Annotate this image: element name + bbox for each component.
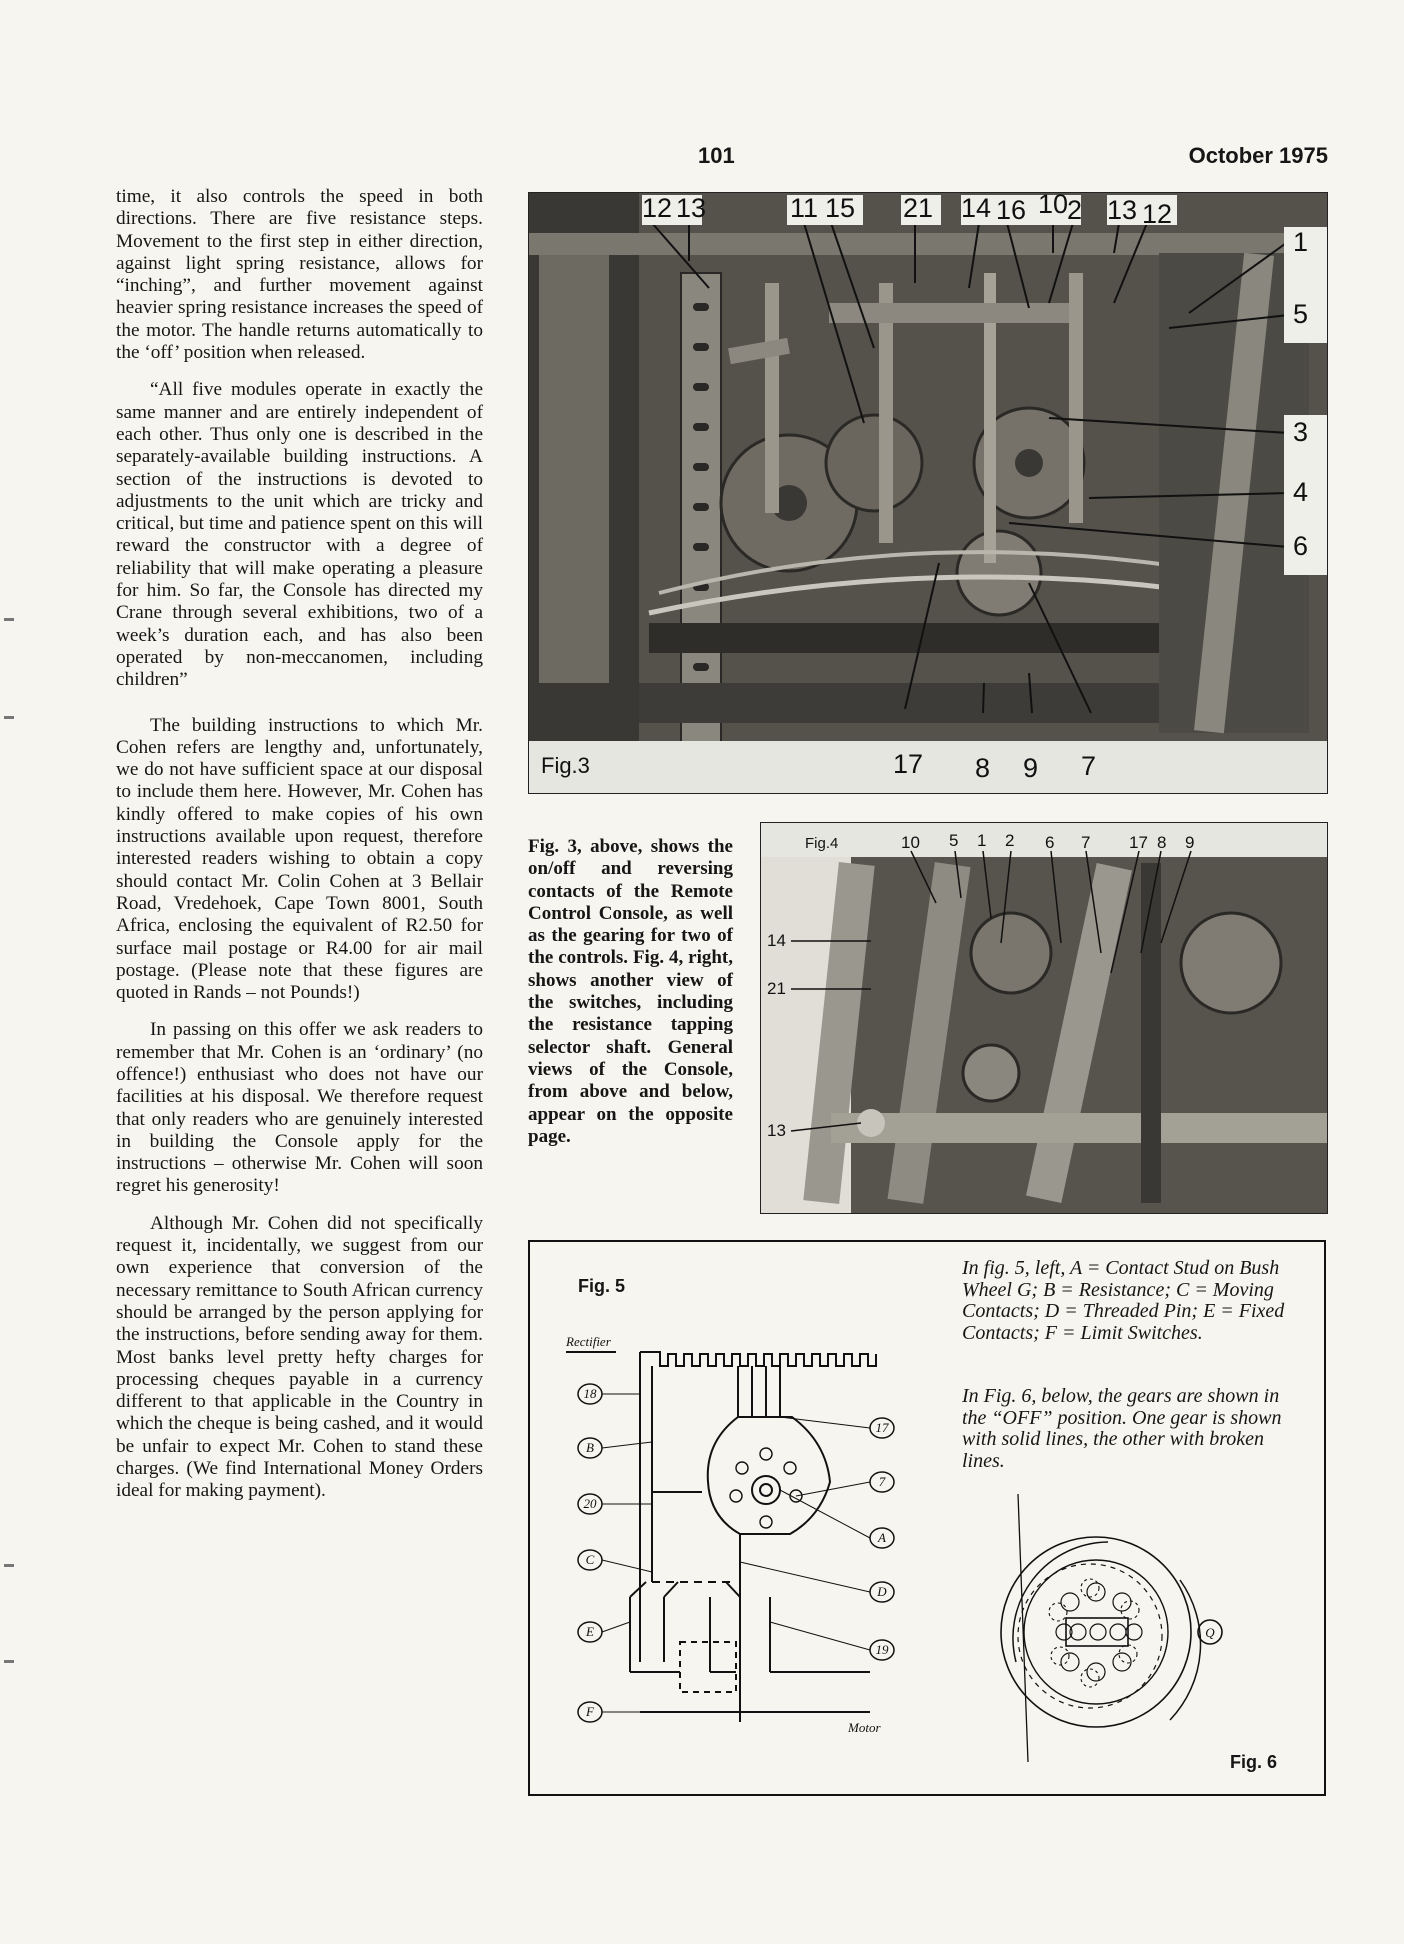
fig3-callout: 2 — [1067, 195, 1083, 225]
fig3-callout: 4 — [1293, 477, 1309, 507]
fig3-callout: 12 — [642, 193, 673, 223]
fig3-callout: 17 — [893, 749, 924, 779]
article-paragraph: In passing on this offer we ask readers to remember that Mr. Cohen is an ‘ordinary’ (no offence!) enthusiast who does not have our facilities at his disposal. We therefore request that only readers who are genuinely interested in building the Console apply for the instructions – otherwise Mr. Cohen will soon regret his generosity! — [116, 1019, 483, 1197]
fig5-callout-text: D — [877, 1584, 887, 1599]
page-number: 101 — [698, 143, 735, 168]
fig3-photo — [528, 192, 1328, 794]
fig4-photo — [760, 822, 1328, 1214]
article-paragraph: Although Mr. Cohen did not specifically request it, incidentally, we suggest from our own experience that conversion of the necessary remittance to South African currency should be arranged by the person applying for the instructions, before sending away for them. Most banks level pretty hefty charges for processing cheques payable in a currency different to that applicable in the Country in which the cheque is being cashed, and it would be unfair to expect Mr. Cohen to stand these charges. (We find International Money Orders ideal for making payment). — [116, 1212, 483, 1502]
fig5-callout-text: E — [586, 1624, 594, 1639]
fig6-note: In Fig. 6, below, the gears are shown in the “OFF” position. One gear is shown with solid lines, the other with broken lines. — [962, 1385, 1282, 1472]
fig3-callout: 7 — [1081, 751, 1097, 781]
article-text — [116, 186, 483, 1518]
fig4-callout: 2 — [1005, 831, 1015, 850]
fig5-callout-text: 7 — [878, 1474, 886, 1489]
figure-caption: Fig. 3, above, shows the on/off and reversing contacts of the Remote Control Console, as well as the gearing for two of the controls. Fig. 4, right, shows another view of the switches, including the resistance tapping selector shaft. General views of the Console, from above and below, appear on the opposite page. — [528, 836, 733, 1147]
fig3-callout: 14 — [961, 193, 992, 223]
fig3-callout: 13 — [1107, 195, 1138, 225]
fig6-gear-sketch — [1001, 1494, 1222, 1762]
fig3-callout: 15 — [825, 193, 856, 223]
fig4-callout: 13 — [767, 1121, 786, 1140]
margin-mark — [4, 1564, 14, 1567]
fig4-callout: 17 — [1129, 833, 1148, 852]
fig3-tag: Fig.3 — [541, 753, 590, 778]
fig3-callout: 21 — [903, 193, 934, 223]
margin-mark — [4, 716, 14, 719]
fig5-contact-circles — [730, 1448, 802, 1528]
fig4-callout: 10 — [901, 833, 920, 852]
fig5-label: Fig. 5 — [578, 1276, 626, 1296]
fig3-callout: 3 — [1293, 417, 1309, 447]
fig5-legend-note: In fig. 5, left, A = Contact Stud on Bush Wheel G; B = Resistance; C = Moving Contacts; D = Threaded Pin; E = Fixed Contacts; F = Limit Switches. — [962, 1257, 1285, 1344]
fig6-q-label: Q — [1205, 1625, 1215, 1640]
fig5-callout-text: 18 — [583, 1386, 597, 1401]
fig5-callout-text: 19 — [875, 1642, 889, 1657]
fig3-callout: 1 — [1293, 227, 1309, 257]
article-paragraph: The building instructions to which Mr. Cohen refers are lengthy and, unfortunately, we do not have sufficient space at our disposal to include them here. However, Mr. Cohen has kindly offered to make copies of his own instructions available upon request, therefore interested readers wishing to obtain a copy should contact Mr. Colin Cohen at 3 Bellair Road, Vredehoek, Cape Town 8001, South Africa, enclosing the equivalent of R2.50 for surface mail postage or R4.00 for air mail postage. (Please note that these figures are quoted in Rands – not Pounds!) — [116, 714, 483, 1004]
fig3-callout: 9 — [1023, 753, 1039, 783]
article-paragraph: time, it also controls the speed in both directions. There are five resistance steps. Movement to the first step in either direction, against light spring resistance, allows for “inching”, and further movement against heavier spring resistance increases the speed of the motor. The handle returns automatically to the ‘off’ position when released. — [116, 186, 483, 364]
fig3-callout: 8 — [975, 753, 991, 783]
fig3-callout: 5 — [1293, 299, 1309, 329]
fig3-callout: 6 — [1293, 531, 1309, 561]
fig4-callout: 6 — [1045, 833, 1055, 852]
fig5-callout-text: F — [586, 1704, 594, 1719]
fig3-callout: 13 — [676, 193, 707, 223]
fig5-callout-text: 17 — [875, 1420, 889, 1435]
fig3-callout: 10 — [1038, 192, 1069, 219]
motor-label: Motor — [848, 1720, 881, 1735]
fig3-callout: 11 — [790, 193, 819, 223]
fig4-callout: 5 — [949, 831, 959, 850]
margin-mark — [4, 1660, 14, 1663]
fig5-callout-text: B — [586, 1440, 594, 1455]
fig4-callout: 8 — [1157, 833, 1167, 852]
rectifier-label: Rectifier — [566, 1334, 611, 1349]
fig4-callout: 1 — [977, 831, 987, 850]
fig5-schematic — [566, 1352, 876, 1722]
fig4-callout: 21 — [767, 979, 786, 998]
fig5-callout-text: 20 — [583, 1496, 597, 1511]
issue-date: October 1975 — [1188, 143, 1328, 168]
fig4-photo-art — [761, 823, 1327, 1213]
fig3-photo-art — [529, 193, 1327, 793]
diagram-panel — [528, 1240, 1326, 1796]
fig4-callout: 7 — [1081, 833, 1091, 852]
fig6-label: Fig. 6 — [1230, 1752, 1278, 1772]
fig4-callout: 14 — [767, 931, 786, 950]
article-paragraph: “All five modules operate in exactly the same manner and are entirely independent of each other. Thus only one is described in the separately-available building instructions. A section of the instructions is devoted to adjustments to the unit which are tricky and critical, but time and patience spent on this will reward the constructor with a degree of reliability that will make operating a pleasure for him. So far, the Console has directed my Crane through several exhibitions, two of a week’s duration each, and has also been operated by non-meccanomen, including children” — [116, 379, 483, 691]
margin-mark — [4, 618, 14, 621]
fig5-callout-text: C — [585, 1552, 595, 1567]
fig4-tag: Fig.4 — [805, 835, 839, 852]
fig5-fig6-diagrams — [530, 1242, 1328, 1798]
fig4-callout: 9 — [1185, 833, 1195, 852]
fig3-callout: 12 — [1142, 199, 1173, 229]
fig5-callout-text: A — [878, 1530, 886, 1545]
fig3-callout: 16 — [996, 195, 1027, 225]
fig3-label-panel — [529, 741, 1327, 793]
